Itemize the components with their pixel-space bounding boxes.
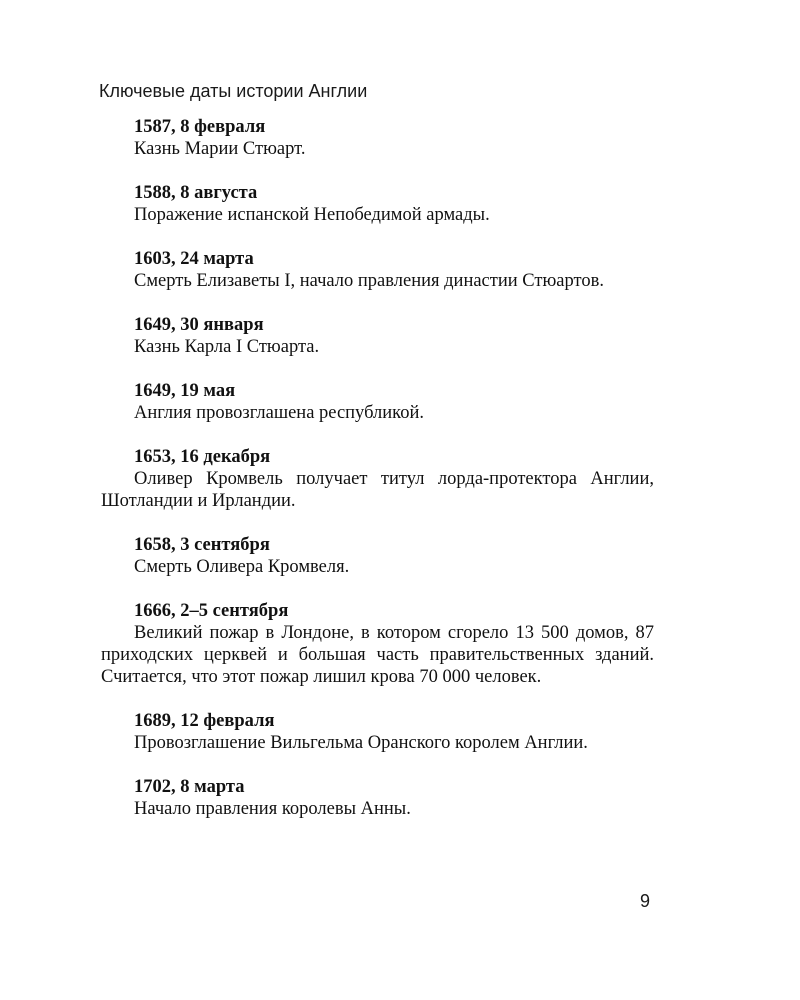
timeline-entry (101, 600, 654, 688)
entry-text: Провозглашение Вильгельма Оранского королем Англии. (134, 733, 588, 753)
timeline-entry (101, 534, 654, 578)
entry-date: 1658, 3 сентября (134, 535, 270, 555)
entry-text: Начало правления королевы Анны. (134, 799, 411, 819)
entry-text: Казнь Карла I Стюарта. (134, 337, 320, 357)
timeline-entries (101, 116, 654, 842)
entry-text: Смерть Елизаветы I, начало правления династии Стюартов. (134, 271, 604, 291)
timeline-entry (101, 314, 654, 358)
entry-date: 1649, 19 мая (134, 381, 236, 401)
entry-date: 1603, 24 марта (134, 249, 254, 269)
entry-text: Великий пожар в Лондоне, в котором сгорело 13 500 домов, 87 приходских церквей и большая часть правительственных зданий. Считается, что этот пожар лишил крова 70 000 человек. (101, 623, 654, 687)
entry-text: Поражение испанской Непобедимой армады. (134, 205, 490, 225)
entry-text: Смерть Оливера Кромвеля. (134, 557, 350, 577)
entry-text: Казнь Марии Стюарт. (134, 139, 306, 159)
entry-date: 1653, 16 декабря (134, 447, 271, 467)
entry-date: 1588, 8 августа (134, 183, 258, 203)
timeline-entry (101, 248, 654, 292)
timeline-entry (101, 446, 654, 512)
timeline-entry (101, 116, 654, 160)
entry-date: 1649, 30 января (134, 315, 264, 335)
running-header: Ключевые даты истории Англии (99, 81, 368, 101)
timeline-entry (101, 776, 654, 820)
entry-text: Англия провозглашена республикой. (134, 403, 424, 423)
entry-date: 1689, 12 февраля (134, 711, 275, 731)
timeline-entry (101, 380, 654, 424)
entry-text: Оливер Кромвель получает титул лорда-протектора Англии, Шотландии и Ирландии. (101, 469, 654, 511)
timeline-entry (101, 710, 654, 754)
timeline-entry (101, 182, 654, 226)
entry-date: 1666, 2–5 сентября (134, 601, 289, 621)
page-number: 9 (640, 891, 651, 911)
entry-date: 1587, 8 февраля (134, 117, 266, 137)
entry-date: 1702, 8 марта (134, 777, 245, 797)
